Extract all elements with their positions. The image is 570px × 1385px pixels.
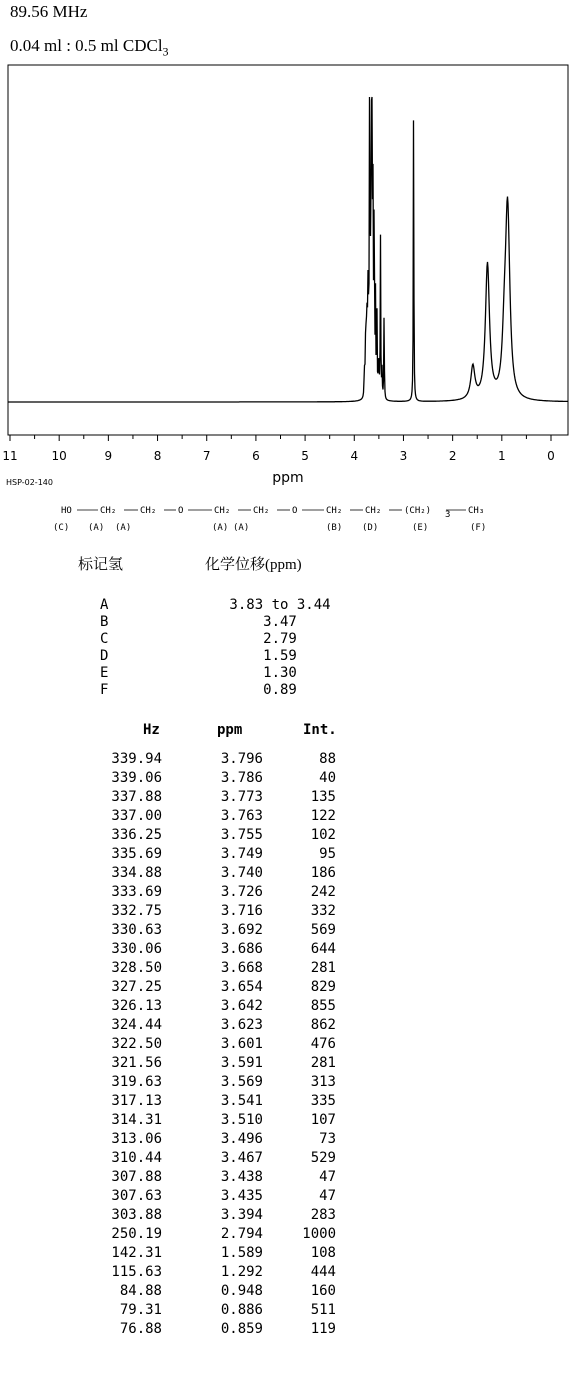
peak-hz: 337.88 bbox=[111, 789, 162, 805]
peak-ppm: 3.773 bbox=[220, 789, 263, 805]
peak-int: 186 bbox=[310, 865, 336, 881]
structure-label: (F) bbox=[470, 523, 487, 533]
peak-ppm: 3.438 bbox=[220, 1169, 263, 1185]
peak-row bbox=[0, 1036, 570, 1055]
peak-row bbox=[0, 922, 570, 941]
peak-hz: 332.75 bbox=[111, 903, 162, 919]
peak-int: 569 bbox=[310, 922, 336, 938]
peak-ppm: 0.886 bbox=[220, 1302, 263, 1318]
structure-label: (A) bbox=[212, 523, 229, 533]
peak-hz: 335.69 bbox=[111, 846, 162, 862]
peak-header-int: Int. bbox=[303, 722, 337, 738]
peak-row bbox=[0, 1226, 570, 1245]
peak-int: 107 bbox=[310, 1112, 336, 1128]
peak-ppm: 3.435 bbox=[220, 1188, 263, 1204]
structure-label: (A) bbox=[88, 523, 105, 533]
peak-header-hz: Hz bbox=[143, 722, 160, 738]
sample-subscript: 3 bbox=[162, 44, 169, 59]
peak-int: 281 bbox=[310, 960, 336, 976]
peak-int: 135 bbox=[310, 789, 336, 805]
peak-row bbox=[0, 884, 570, 903]
x-tick-label: 3 bbox=[399, 449, 408, 463]
peak-row bbox=[0, 1017, 570, 1036]
peak-hz: 337.00 bbox=[111, 808, 162, 824]
peak-int: 122 bbox=[310, 808, 336, 824]
peak-row bbox=[0, 770, 570, 789]
structure-label: (D) bbox=[362, 523, 379, 533]
x-axis-ticks bbox=[10, 435, 551, 441]
peak-ppm: 3.591 bbox=[220, 1055, 263, 1071]
peak-hz: 328.50 bbox=[111, 960, 162, 976]
peak-int: 1000 bbox=[302, 1226, 336, 1242]
peak-row bbox=[0, 1264, 570, 1283]
peak-row bbox=[0, 1131, 570, 1150]
peak-ppm: 1.589 bbox=[220, 1245, 263, 1261]
spectrometer-frequency: 89.56 MHz bbox=[10, 2, 88, 21]
peak-ppm: 3.496 bbox=[220, 1131, 263, 1147]
peak-row bbox=[0, 827, 570, 846]
structure-formula bbox=[61, 506, 484, 520]
peak-hz: 317.13 bbox=[111, 1093, 162, 1109]
structure-group: CH₂ bbox=[100, 506, 117, 516]
peak-int: 444 bbox=[310, 1264, 336, 1280]
peak-ppm: 3.668 bbox=[220, 960, 263, 976]
x-tick-label: 5 bbox=[301, 449, 309, 463]
peak-int: 160 bbox=[310, 1283, 336, 1299]
structure-labels bbox=[53, 523, 486, 533]
peak-ppm: 3.601 bbox=[220, 1036, 263, 1052]
x-tick-label: 10 bbox=[51, 449, 67, 463]
x-tick-label: 11 bbox=[2, 449, 18, 463]
x-tick-label: 9 bbox=[104, 449, 113, 463]
peak-hz: 322.50 bbox=[111, 1036, 162, 1052]
peak-int: 102 bbox=[310, 827, 336, 843]
peak-row bbox=[0, 1283, 570, 1302]
x-axis-label: ppm bbox=[272, 470, 304, 486]
shift-label: A bbox=[100, 597, 109, 613]
shift-label: B bbox=[100, 614, 109, 630]
molecular-structure bbox=[0, 500, 570, 540]
peak-row bbox=[0, 1321, 570, 1340]
peak-hz: 313.06 bbox=[111, 1131, 162, 1147]
peak-ppm: 1.292 bbox=[220, 1264, 263, 1280]
peak-hz: 79.31 bbox=[119, 1302, 162, 1318]
peak-hz: 330.06 bbox=[111, 941, 162, 957]
peak-int: 108 bbox=[310, 1245, 336, 1261]
peak-int: 335 bbox=[310, 1093, 336, 1109]
peak-hz: 324.44 bbox=[111, 1017, 162, 1033]
structure-group: HO bbox=[61, 506, 72, 516]
x-tick-label: 1 bbox=[497, 449, 506, 463]
peak-int: 242 bbox=[310, 884, 336, 900]
structure-label: (C) bbox=[53, 523, 70, 533]
peak-ppm: 3.541 bbox=[220, 1093, 263, 1109]
shift-label: C bbox=[100, 631, 109, 647]
peak-int: 511 bbox=[310, 1302, 336, 1318]
peak-hz: 336.25 bbox=[111, 827, 162, 843]
structure-label: (B) bbox=[326, 523, 343, 533]
peak-hz: 307.88 bbox=[111, 1169, 162, 1185]
peak-hz: 250.19 bbox=[111, 1226, 162, 1242]
peak-int: 529 bbox=[310, 1150, 336, 1166]
peak-hz: 314.31 bbox=[111, 1112, 162, 1128]
shift-header-shift: 化学位移(ppm) bbox=[205, 557, 302, 573]
peak-int: 313 bbox=[310, 1074, 336, 1090]
shift-header-label: 标记氢 bbox=[78, 557, 124, 573]
peak-row bbox=[0, 1093, 570, 1112]
structure-label: (A) bbox=[233, 523, 250, 533]
shift-value: 1.59 bbox=[263, 648, 297, 664]
peak-header-ppm: ppm bbox=[217, 722, 243, 738]
x-tick-label: 4 bbox=[350, 449, 359, 463]
peak-hz: 321.56 bbox=[111, 1055, 162, 1071]
structure-group: CH₂ bbox=[365, 506, 382, 516]
peak-ppm: 3.740 bbox=[220, 865, 263, 881]
peak-int: 119 bbox=[310, 1321, 336, 1337]
structure-group: CH₂ bbox=[253, 506, 270, 516]
peak-hz: 339.94 bbox=[111, 751, 162, 767]
peak-ppm: 3.642 bbox=[220, 998, 263, 1014]
shift-value: 2.79 bbox=[263, 631, 297, 647]
peak-hz: 319.63 bbox=[111, 1074, 162, 1090]
shift-label: E bbox=[100, 665, 109, 681]
peak-ppm: 3.569 bbox=[220, 1074, 263, 1090]
peak-row bbox=[0, 1074, 570, 1093]
peak-int: 862 bbox=[310, 1017, 336, 1033]
peak-row bbox=[0, 903, 570, 922]
structure-label: (E) bbox=[412, 523, 429, 533]
peak-ppm: 3.654 bbox=[220, 979, 263, 995]
structure-group: O bbox=[178, 506, 184, 516]
peak-row bbox=[0, 1207, 570, 1226]
peak-row bbox=[0, 1169, 570, 1188]
peak-ppm: 3.623 bbox=[220, 1017, 263, 1033]
peak-row bbox=[0, 1245, 570, 1264]
peak-ppm: 3.726 bbox=[220, 884, 263, 900]
structure-group: CH₃ bbox=[468, 506, 485, 516]
peak-row bbox=[0, 789, 570, 808]
peak-ppm: 3.510 bbox=[220, 1112, 263, 1128]
peak-hz: 326.13 bbox=[111, 998, 162, 1014]
peak-ppm: 3.692 bbox=[220, 922, 263, 938]
peak-hz: 76.88 bbox=[119, 1321, 162, 1337]
peak-int: 283 bbox=[310, 1207, 336, 1223]
peak-ppm: 3.467 bbox=[220, 1150, 263, 1166]
peak-int: 281 bbox=[310, 1055, 336, 1071]
peak-int: 40 bbox=[319, 770, 336, 786]
peak-row bbox=[0, 865, 570, 884]
structure-group: CH₂ bbox=[140, 506, 157, 516]
x-tick-label: 2 bbox=[448, 449, 457, 463]
peak-row bbox=[0, 808, 570, 827]
peak-int: 644 bbox=[310, 941, 336, 957]
x-tick-label: 0 bbox=[547, 449, 555, 463]
shift-value: 3.47 bbox=[263, 614, 297, 630]
peak-hz: 310.44 bbox=[111, 1150, 162, 1166]
peak-hz: 327.25 bbox=[111, 979, 162, 995]
peak-ppm: 3.763 bbox=[220, 808, 263, 824]
peak-ppm: 3.749 bbox=[220, 846, 263, 862]
structure-label: (A) bbox=[115, 523, 132, 533]
peak-hz: 84.88 bbox=[119, 1283, 162, 1299]
x-axis-tick-labels bbox=[2, 449, 554, 463]
plot-frame bbox=[8, 65, 568, 435]
spectrum-trace bbox=[8, 97, 568, 402]
peak-row bbox=[0, 1055, 570, 1074]
peak-hz: 330.63 bbox=[111, 922, 162, 938]
structure-group: (CH₂) bbox=[404, 506, 432, 516]
peak-hz: 339.06 bbox=[111, 770, 162, 786]
spectrum-code: HSP-02-140 bbox=[6, 478, 53, 487]
peak-hz: 307.63 bbox=[111, 1188, 162, 1204]
peak-ppm: 3.796 bbox=[220, 751, 263, 767]
structure-repeat: 3 bbox=[445, 510, 451, 520]
peak-int: 829 bbox=[310, 979, 336, 995]
sample-text: 0.04 ml : 0.5 ml CDCl bbox=[10, 36, 163, 55]
peak-row bbox=[0, 1112, 570, 1131]
peak-row bbox=[0, 1150, 570, 1169]
peak-int: 47 bbox=[319, 1188, 336, 1204]
shift-value: 0.89 bbox=[263, 682, 297, 698]
peak-row bbox=[0, 1188, 570, 1207]
peak-ppm: 3.786 bbox=[220, 770, 263, 786]
peak-row bbox=[0, 751, 570, 770]
sample-description bbox=[10, 36, 169, 59]
structure-group: O bbox=[292, 506, 298, 516]
x-tick-label: 8 bbox=[153, 449, 162, 463]
shift-value: 1.30 bbox=[263, 665, 297, 681]
peak-row bbox=[0, 1302, 570, 1321]
peak-ppm: 3.686 bbox=[220, 941, 263, 957]
peak-hz: 142.31 bbox=[111, 1245, 162, 1261]
shift-value: 3.83 to 3.44 bbox=[229, 597, 331, 613]
peak-row bbox=[0, 960, 570, 979]
structure-group: CH₂ bbox=[214, 506, 231, 516]
peak-hz: 333.69 bbox=[111, 884, 162, 900]
peak-row bbox=[0, 998, 570, 1017]
peak-ppm: 0.948 bbox=[220, 1283, 263, 1299]
x-tick-label: 6 bbox=[252, 449, 260, 463]
peak-hz: 303.88 bbox=[111, 1207, 162, 1223]
peak-row bbox=[0, 941, 570, 960]
peak-ppm: 3.716 bbox=[220, 903, 263, 919]
peak-ppm: 2.794 bbox=[220, 1226, 263, 1242]
peak-int: 95 bbox=[319, 846, 336, 862]
peak-int: 47 bbox=[319, 1169, 336, 1185]
peak-int: 73 bbox=[319, 1131, 336, 1147]
shift-label: F bbox=[100, 682, 109, 698]
peak-hz: 115.63 bbox=[111, 1264, 162, 1280]
x-tick-label: 7 bbox=[202, 449, 211, 463]
peak-int: 332 bbox=[310, 903, 336, 919]
structure-group: CH₂ bbox=[326, 506, 343, 516]
peak-int: 88 bbox=[319, 751, 336, 767]
peak-ppm: 3.755 bbox=[220, 827, 263, 843]
peak-ppm: 0.859 bbox=[220, 1321, 263, 1337]
shift-label: D bbox=[100, 648, 109, 664]
peak-int: 476 bbox=[310, 1036, 336, 1052]
peak-hz: 334.88 bbox=[111, 865, 162, 881]
peak-row bbox=[0, 846, 570, 865]
peak-ppm: 3.394 bbox=[220, 1207, 263, 1223]
peak-row bbox=[0, 979, 570, 998]
peak-int: 855 bbox=[310, 998, 336, 1014]
